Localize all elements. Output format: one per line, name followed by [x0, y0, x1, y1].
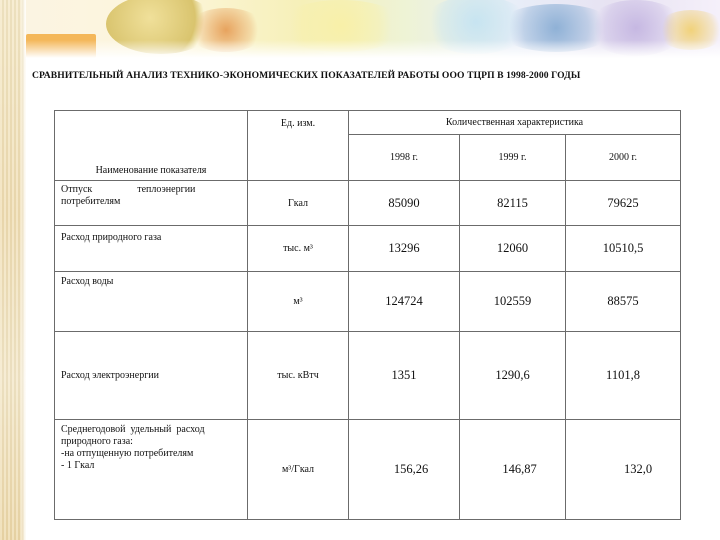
row-name-line: Расход электроэнергии: [61, 369, 159, 381]
value-1998: 13296: [349, 226, 460, 272]
page-title: СРАВНИТЕЛЬНЫЙ АНАЛИЗ ТЕХНИКО-ЭКОНОМИЧЕСКИХ ПОКАЗАТЕЛЕЙ РАБОТЫ ООО ТЦРП В 1998-2000 ГОДЫ: [32, 70, 581, 81]
row-unit: м³: [248, 272, 349, 332]
banner-yellow-shape: [656, 10, 720, 50]
value-1999: 12060: [460, 226, 566, 272]
row-name-cell: [55, 332, 248, 420]
row-name-line: природного газа:: [61, 436, 133, 447]
header-year-1998: 1998 г.: [349, 135, 460, 181]
row-name-line: потребителям: [61, 196, 121, 207]
banner-yellow-glow: [276, 0, 406, 52]
row-name-line: Отпуск теплоэнергии: [61, 184, 196, 195]
value-1999: 146,87: [460, 420, 566, 520]
value-1998: 124724: [349, 272, 460, 332]
value-2000: 1101,8: [566, 332, 681, 420]
value-1999: 102559: [460, 272, 566, 332]
header-year-2000: 2000 г.: [566, 135, 681, 181]
value-2000: 132,0: [566, 420, 681, 520]
top-decorative-banner: [26, 0, 720, 58]
header-year-1999: 1999 г.: [460, 135, 566, 181]
indicators-table: [54, 110, 681, 520]
banner-flower-shape: [186, 8, 266, 52]
row-unit: м³/Гкал: [248, 420, 349, 520]
row-unit: тыс. кВтч: [248, 332, 349, 420]
value-2000: 10510,5: [566, 226, 681, 272]
table-row: [55, 181, 681, 226]
row-name-cell: [55, 420, 248, 520]
row-name-line: -на отпущенную потребителям: [61, 448, 194, 459]
row-unit: тыс. м³: [248, 226, 349, 272]
table-header-row-1: [55, 111, 681, 135]
value-1998: 85090: [349, 181, 460, 226]
value-1998: 1351: [349, 332, 460, 420]
value-2000: 88575: [566, 272, 681, 332]
value-1998: 156,26: [349, 420, 460, 520]
value-1999: 1290,6: [460, 332, 566, 420]
table-row: [55, 420, 681, 520]
row-name-line: Среднегодовой удельный расход: [61, 424, 205, 435]
header-group-label: Количественная характеристика: [349, 111, 681, 135]
header-unit-label: Ед. изм.: [280, 118, 316, 129]
table-row: [55, 272, 681, 332]
row-name-cell: [55, 272, 248, 332]
row-name-cell: [55, 226, 248, 272]
header-unit-cell: [248, 111, 349, 181]
left-decorative-bar: [0, 0, 26, 540]
table-row: [55, 332, 681, 420]
banner-orange-block: [26, 34, 96, 58]
row-name-cell: [55, 181, 248, 226]
row-unit: Гкал: [248, 181, 349, 226]
value-1999: 82115: [460, 181, 566, 226]
row-name-line: - 1 Гкал: [61, 460, 95, 471]
table-row: [55, 226, 681, 272]
header-name-label: Наименование показателя: [95, 165, 207, 176]
row-name-line: Расход воды: [61, 276, 114, 287]
row-name-line: Расход природного газа: [61, 232, 162, 243]
header-name-cell: [55, 111, 248, 181]
value-2000: 79625: [566, 181, 681, 226]
